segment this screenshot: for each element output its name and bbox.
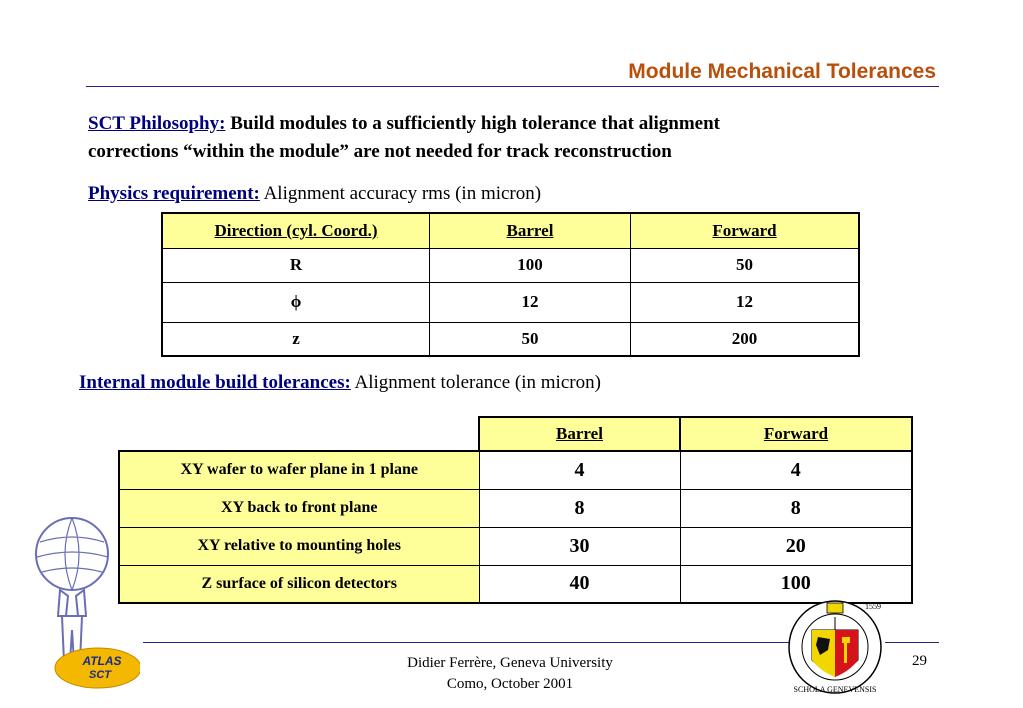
table-cell: 40 [479, 565, 680, 603]
physics-requirement-text: Alignment accuracy rms (in micron) [259, 183, 542, 204]
footer-divider [143, 642, 791, 643]
table-header-cell: Direction (cyl. Coord.) [162, 213, 430, 248]
table-row-label: XY back to front plane [119, 489, 479, 527]
build-tolerance-table [118, 416, 913, 604]
table-header-cell: Forward [680, 417, 912, 451]
table-row [162, 282, 859, 322]
table-row-label: XY relative to mounting holes [119, 527, 479, 565]
footer-divider-right [885, 642, 939, 643]
sct-philosophy-paragraph [88, 110, 720, 166]
sct-philosophy-text-2: corrections “within the module” are not needed for track reconstruction [88, 141, 672, 162]
page-number: 29 [912, 653, 927, 669]
atlas-sct-logo [20, 512, 140, 692]
table-header-cell: Barrel [479, 417, 680, 451]
table-row [119, 527, 912, 565]
table-cell: 200 [631, 322, 860, 356]
table-header-row [162, 213, 859, 248]
empty-corner-cell [119, 417, 479, 451]
footer-venue: Como, October 2001 [446, 676, 574, 692]
internal-tolerances-text: Alignment tolerance (in micron) [350, 372, 601, 393]
table-cell: 100 [430, 248, 631, 282]
sct-philosophy-text: Build modules to a sufficiently high tolerance that alignment [225, 113, 720, 134]
table-cell: z [162, 322, 430, 356]
footer-text [350, 653, 670, 695]
table-row [162, 248, 859, 282]
table-cell: R [162, 248, 430, 282]
table-cell: 8 [479, 489, 680, 527]
geneva-university-seal [780, 595, 890, 695]
atlas-arms-shape [58, 590, 86, 616]
internal-tolerances-line [79, 369, 601, 397]
table-cell: 50 [631, 248, 860, 282]
table-cell: 50 [430, 322, 631, 356]
physics-requirement-label: Physics requirement: [88, 183, 260, 204]
table-cell: 100 [680, 565, 912, 603]
table-cell: 30 [479, 527, 680, 565]
table-row [162, 322, 859, 356]
table-cell: 12 [430, 282, 631, 322]
title-divider [86, 86, 939, 87]
atlas-logo-text-1: ATLAS [82, 654, 122, 668]
internal-tolerances-label: Internal module build tolerances: [79, 372, 351, 393]
sct-philosophy-label: SCT Philosophy: [88, 113, 226, 134]
table-cell: 4 [680, 451, 912, 489]
slide-title: Module Mechanical Tolerances [628, 60, 936, 83]
footer-author: Didier Ferrère, Geneva University [407, 655, 613, 671]
table-row-label: XY wafer to wafer plane in 1 plane [119, 451, 479, 489]
table-row-label: Z surface of silicon detectors [119, 565, 479, 603]
physics-requirement-line [88, 180, 541, 208]
alignment-accuracy-table [161, 212, 860, 357]
seal-year: 1559 [865, 602, 881, 611]
seal-sun-shape [827, 603, 843, 613]
table-cell: 4 [479, 451, 680, 489]
seal-text: SCHOLA GENEVENSIS [793, 685, 877, 694]
table-header-cell: Barrel [430, 213, 631, 248]
atlas-logo-text-2: SCT [89, 669, 111, 681]
table-header-row [119, 417, 912, 451]
table-cell: 8 [680, 489, 912, 527]
table-cell: ϕ [162, 282, 430, 322]
table-row [119, 451, 912, 489]
table-header-cell: Forward [631, 213, 860, 248]
table-cell: 20 [680, 527, 912, 565]
table-row [119, 489, 912, 527]
table-cell: 12 [631, 282, 860, 322]
